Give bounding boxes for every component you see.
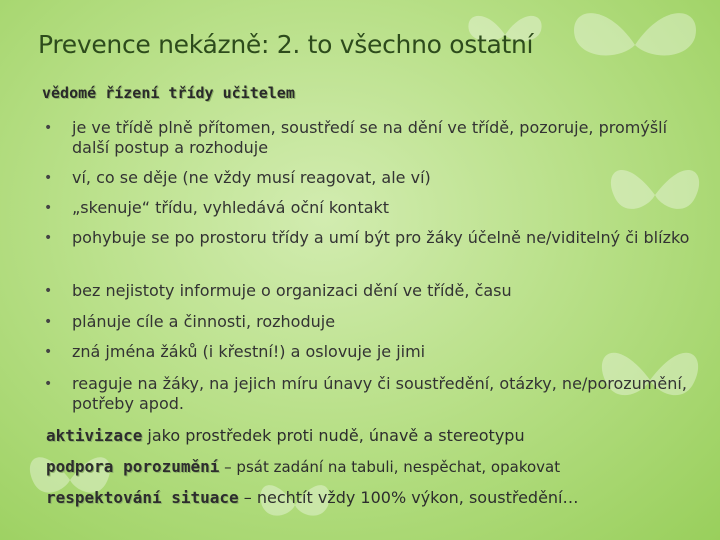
extra-text: – psát zadání na tabuli, nespěchat, opakovat [219,458,561,476]
bullet-marker: • [44,314,53,330]
extra-line-respektovani [46,488,579,508]
section-heading: vědomé řízení třídy učitelem [42,84,295,102]
bullet-marker: • [44,120,53,136]
bullet-marker: • [44,376,53,392]
bullet-marker: • [44,200,53,216]
extra-line-aktivizace [46,426,525,446]
list-item-text: bez nejistoty informuje o organizaci dění ve třídě, času [72,281,512,300]
bullet-marker: • [44,230,53,246]
slide-title: Prevence nekázně: 2. to všechno ostatní [38,30,534,59]
extra-line-porozumeni [46,457,560,477]
list-item-text: „skenuje“ třídu, vyhledává oční kontakt [72,198,390,217]
keyword: respektování situace [46,488,239,507]
list-item-text: je ve třídě plně přítomen, soustředí se na dění ve třídě, pozoruje, promýšlí další postup a rozhoduje [72,118,668,157]
bullet-marker: • [44,170,53,186]
list-item-text: ví, co se děje (ne vždy musí reagovat, ale ví) [72,168,431,187]
extra-text: jako prostředek proti nudě, únavě a stereotypu [142,426,525,445]
bullet-marker: • [44,283,53,299]
keyword: podpora porozumění [46,457,220,476]
extra-text: – nechtít vždy 100% výkon, soustředění… [238,488,579,507]
list-item-text: plánuje cíle a činnosti, rozhoduje [72,312,336,331]
list-item-text: reaguje na žáky, na jejich míru únavy či soustředění, otázky, ne/porozumění, potřeby apod. [72,374,687,413]
bullet-marker: • [44,344,53,360]
butterfly-icon [560,0,710,90]
list-item-text: zná jména žáků (i křestní!) a oslovuje je jimi [72,342,426,361]
keyword: aktivizace [46,426,143,445]
list-item-text: pohybuje se po prostoru třídy a umí být pro žáky účelně ne/viditelný či blízko [72,228,690,247]
